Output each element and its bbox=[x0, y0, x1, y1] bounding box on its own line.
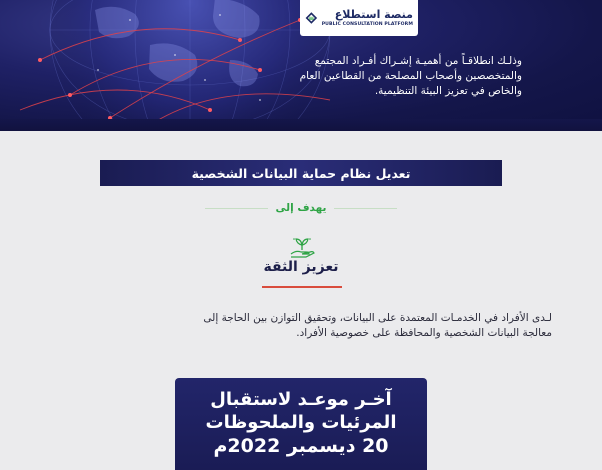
regulation-title-banner bbox=[100, 160, 502, 186]
hero-header bbox=[0, 0, 602, 131]
goal-description bbox=[60, 311, 552, 341]
deadline-date: 20 ديسمبر 2022م bbox=[213, 435, 389, 457]
aims-label: يهدف إلى bbox=[275, 202, 327, 214]
deadline-heading: آخـر موعـد لاستقبال bbox=[210, 389, 392, 410]
hero-bottom-fade bbox=[0, 119, 602, 131]
aims-divider bbox=[205, 199, 397, 217]
divider-line bbox=[334, 208, 397, 209]
goal-title: تعزيز الثقة bbox=[263, 259, 339, 275]
platform-logo-icon bbox=[305, 7, 318, 29]
deadline-card bbox=[175, 378, 427, 470]
goal-underline bbox=[262, 286, 342, 288]
intro-paragraph bbox=[282, 54, 522, 99]
goal-line: معالجة البيانات الشخصية والمحافظة على خصوصية الأفراد. bbox=[296, 327, 552, 339]
intro-line: والمتخصصين وأصحاب المصلحة من القطاعين العام bbox=[299, 70, 522, 82]
platform-logo bbox=[300, 0, 418, 36]
logo-name-ar: منصة استطلاع bbox=[334, 8, 413, 21]
intro-line: وذلـك انطلاقـاً من أهميـة إشـراك أفـراد المجتمع bbox=[314, 55, 522, 67]
intro-line: والخاص في تعزيز البيئة التنظيمية. bbox=[374, 85, 522, 97]
divider-line bbox=[205, 208, 268, 209]
goal-line: لـدى الأفراد في الخدمـات المعتمدة على البيانات، وتحقيق التوازن بين الحاجة إلى bbox=[203, 312, 552, 324]
logo-wordmark bbox=[322, 8, 413, 28]
plant-hand-icon bbox=[288, 236, 316, 258]
regulation-title: تعديل نظام حماية البيانات الشخصية bbox=[191, 165, 411, 181]
logo-name-en: PUBLIC CONSULTATION PLATFORM bbox=[321, 22, 413, 27]
deadline-subheading: المرئيات والملحوظات bbox=[205, 412, 397, 433]
